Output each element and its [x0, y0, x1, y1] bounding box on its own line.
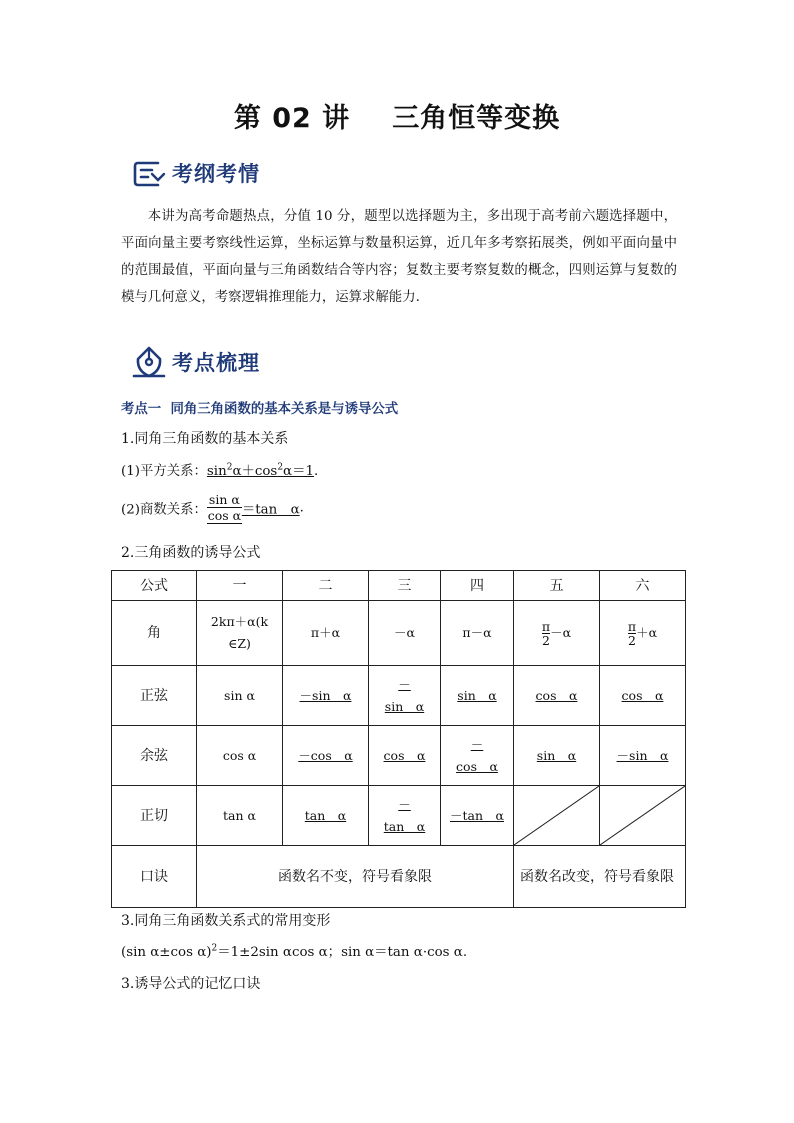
key-point-title: 同角三角函数的基本关系是与诱导公式	[170, 402, 399, 417]
subheading-text: 3.诱导公式的记忆口诀	[121, 976, 261, 992]
pen-nib-icon	[132, 345, 166, 379]
section-heading-label: 考纲考情	[172, 162, 260, 186]
empty-diagonal-cell	[514, 786, 600, 846]
empty-diagonal-cell	[600, 786, 686, 846]
key-point-heading	[121, 398, 398, 417]
row-label-sine: 正弦	[112, 666, 197, 726]
table-cell: － tan α	[369, 786, 441, 846]
table-header-cell: 四	[441, 571, 514, 601]
table-header-cell: 三	[369, 571, 441, 601]
page-title	[0, 96, 794, 135]
table-cell: －tan α	[441, 786, 514, 846]
subheading-text: 3.同角三角函数关系式的常用变形	[121, 913, 331, 929]
row-label-tangent: 正切	[112, 786, 197, 846]
table-header-cell: 一	[197, 571, 283, 601]
table-cell: $\frac{\pi}{2}$ －α	[514, 601, 600, 666]
quotient-fraction: $\frac{\text{sin α}}{\text{cos α}}$	[207, 492, 242, 523]
table-header-cell: 二	[283, 571, 369, 601]
table-row	[112, 571, 686, 601]
table-row	[112, 786, 686, 846]
subheading-text: 2.三角函数的诱导公式	[121, 545, 261, 561]
table-cell: 2kπ＋α(k ∈Z)	[197, 601, 283, 666]
relation-prefix: (1)平方关系：	[121, 464, 207, 479]
quotient-relation: (2)商数关系： $\frac{\text{sin α}}{\text{cos α}}$ ＝tan α.	[121, 492, 304, 523]
row-label-cosine: 余弦	[112, 726, 197, 786]
section-heading-label: 考点梳理	[172, 351, 260, 375]
table-cell: tan α	[283, 786, 369, 846]
table-cell: $\frac{\pi}{2}$ ＋α	[600, 601, 686, 666]
square-relation-formula: $\sin^2\alpha+\cos^2\alpha=1$	[206, 462, 314, 479]
row-label-angle: 角	[112, 601, 197, 666]
table-cell: －sin α	[600, 726, 686, 786]
subheading-induction-formulas	[121, 542, 260, 562]
table-header-cell: 公式	[112, 571, 197, 601]
table-header-cell: 六	[600, 571, 686, 601]
subheading-common-variants	[121, 910, 330, 930]
table-cell: sin α	[514, 726, 600, 786]
section-heading-outline	[132, 157, 260, 189]
outline-icon	[132, 157, 166, 189]
table-cell: cos α	[600, 666, 686, 726]
key-point-label: 考点一	[121, 402, 162, 417]
subheading-text: 1.同角三角函数的基本关系	[121, 431, 289, 447]
induction-formula-table	[111, 570, 686, 908]
identity-line: (sin α±cos α)$^2$＝1±2sin αcos α；sin α＝tan α·cos α.	[121, 943, 468, 960]
table-row	[112, 846, 686, 908]
relation-prefix: (2)商数关系：	[121, 502, 207, 518]
table-cell: tan α	[197, 786, 283, 846]
table-cell: － cos α	[441, 726, 514, 786]
table-header-cell: 五	[514, 571, 600, 601]
table-cell: －α	[369, 601, 441, 666]
section-heading-points	[132, 345, 260, 379]
intro-paragraph: 本讲为高考命题热点，分值 10 分，题型以选择题为主，多出现于高考前六题选择题中，平面向量主要考察线性运算，坐标运算与数量积运算，近几年多考察拓展类，例如平面向量中的范围最值，平面向量与三角函数结合等内容；复数主要考察复数的概念，四则运算与复数的模与几何意义，考察逻辑推理能力，运算求解能力.	[121, 209, 677, 305]
table-cell: － sin α	[369, 666, 441, 726]
lecture-title: 三角恒等变换	[392, 103, 561, 134]
table-row	[112, 726, 686, 786]
table-cell: π＋α	[283, 601, 369, 666]
table-cell: cos α	[197, 726, 283, 786]
table-cell: －cos α	[283, 726, 369, 786]
table-row	[112, 601, 686, 666]
table-cell: sin α	[197, 666, 283, 726]
square-relation: (1)平方关系：$\sin^2\alpha+\cos^2\alpha=1$.	[121, 462, 319, 479]
quotient-rhs: ＝tan α	[241, 502, 300, 518]
mnemonic-unchanged: 函数名不变，符号看象限	[197, 846, 514, 908]
table-cell: sin α	[441, 666, 514, 726]
row-label-mnemonic: 口诀	[112, 846, 197, 908]
subheading-mnemonic	[121, 973, 260, 993]
table-cell: cos α	[514, 666, 600, 726]
lecture-number: 第 02 讲	[233, 103, 351, 134]
mnemonic-changed: 函数名改变，符号看象限	[514, 846, 686, 908]
table-row	[112, 666, 686, 726]
table-cell: cos α	[369, 726, 441, 786]
subheading-basic-relations	[121, 428, 288, 448]
table-cell: π－α	[441, 601, 514, 666]
table-cell: －sin α	[283, 666, 369, 726]
